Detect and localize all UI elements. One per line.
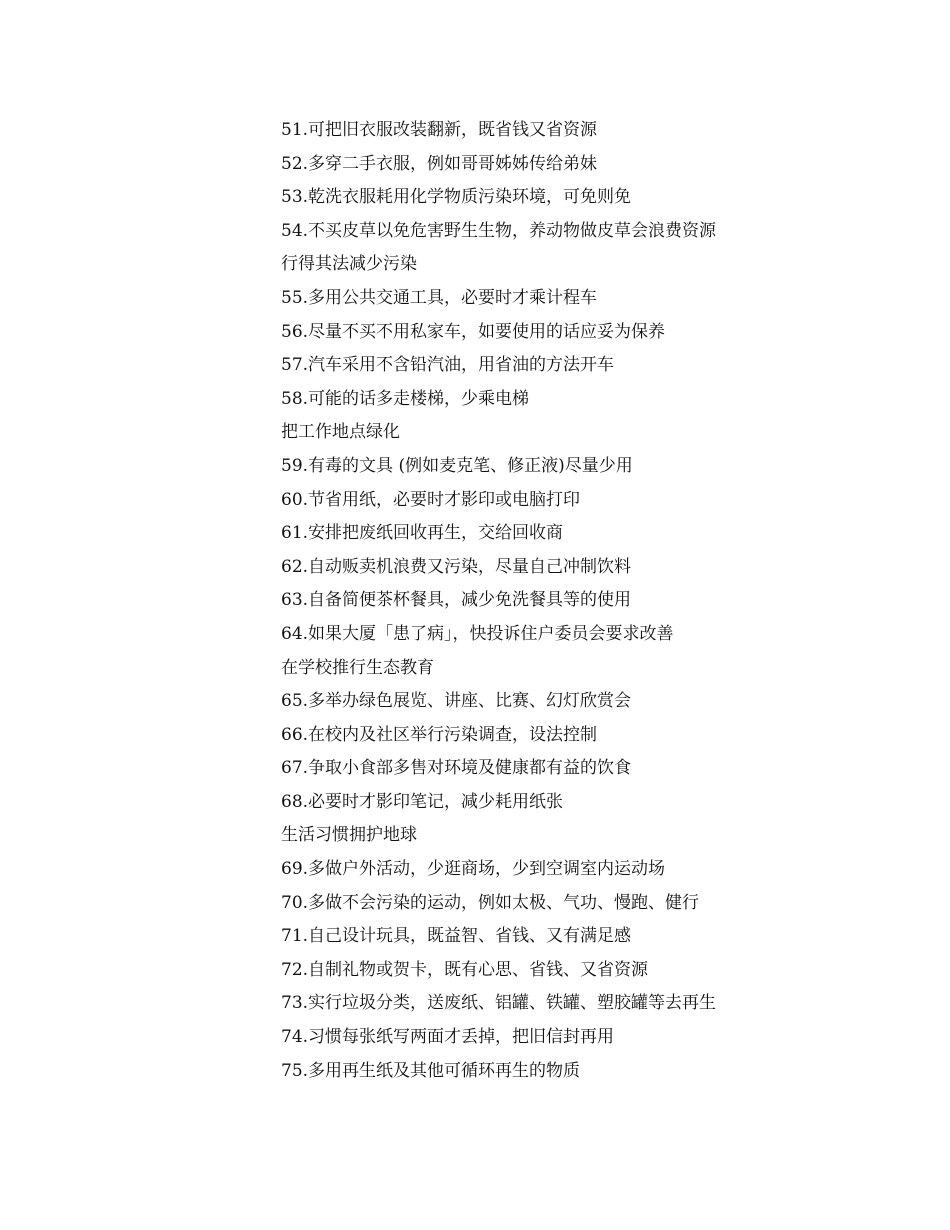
list-item-66: 66.在校内及社区举行污染调查，设法控制: [281, 724, 598, 745]
list-item-75: 75.多用再生纸及其他可循环再生的物质: [281, 1060, 581, 1081]
list-item-65: 65.多举办绿色展览、讲座、比赛、幻灯欣赏会: [281, 691, 632, 712]
list-item-51: 51.可把旧衣服改装翻新，既省钱又省资源: [281, 120, 598, 140]
list-item-63: 63.自备简便茶杯餐具，减少免洗餐具等的使用: [281, 590, 632, 611]
list-item-60: 60.节省用纸，必要时才影印或电脑打印: [281, 489, 581, 510]
list-item-53: 53.乾洗衣服耗用化学物质污染环境，可免则免: [281, 187, 632, 208]
list-item-70: 70.多做不会污染的运动，例如太极、气功、慢跑、健行: [281, 892, 700, 913]
list-item-68: 68.必要时才影印笔记，减少耗用纸张: [281, 791, 564, 812]
list-item-74: 74.习惯每张纸写两面才丢掉，把旧信封再用: [281, 1027, 615, 1048]
list-item-71: 71.自己设计玩具，既益智、省钱、又有满足感: [281, 926, 632, 947]
list-item-61: 61.安排把废纸回收再生，交给回收商: [281, 523, 564, 544]
list-item-56: 56.尽量不买不用私家车，如要使用的话应妥为保养: [281, 321, 666, 342]
section-heading: 把工作地点绿化: [281, 422, 400, 443]
list-item-59: 59.有毒的文具 (例如麦克笔、修正液)尽量少用: [281, 455, 633, 476]
section-heading: 生活习惯拥护地球: [281, 825, 417, 846]
list-item-67: 67.争取小食部多售对环境及健康都有益的饮食: [281, 758, 632, 779]
list-item-73: 73.实行垃圾分类，送废纸、铝罐、铁罐、塑胶罐等去再生: [281, 993, 717, 1014]
document-body: [281, 116, 901, 1090]
list-item-54: 54.不买皮草以免危害野生生物，养动物做皮草会浪费资源: [281, 220, 717, 241]
list-item-69: 69.多做户外活动，少逛商场，少到空调室内运动场: [281, 859, 666, 880]
list-item-62: 62.自动贩卖机浪费又污染，尽量自己冲制饮料: [281, 556, 632, 577]
list-item-64: 64.如果大厦「患了病」，快投诉住户委员会要求改善: [281, 623, 674, 644]
section-heading: 在学校推行生态教育: [281, 657, 434, 678]
list-item-52: 52.多穿二手衣服，例如哥哥姊姊传给弟妹: [281, 153, 598, 174]
section-heading: 行得其法减少污染: [281, 254, 417, 275]
list-item-58: 58.可能的话多走楼梯，少乘电梯: [281, 388, 530, 409]
list-item-55: 55.多用公共交通工具，必要时才乘计程车: [281, 287, 598, 308]
list-item-57: 57.汽车采用不含铅汽油，用省油的方法开车: [281, 355, 615, 376]
list-item-72: 72.自制礼物或贺卡，既有心思、省钱、又省资源: [281, 959, 649, 980]
